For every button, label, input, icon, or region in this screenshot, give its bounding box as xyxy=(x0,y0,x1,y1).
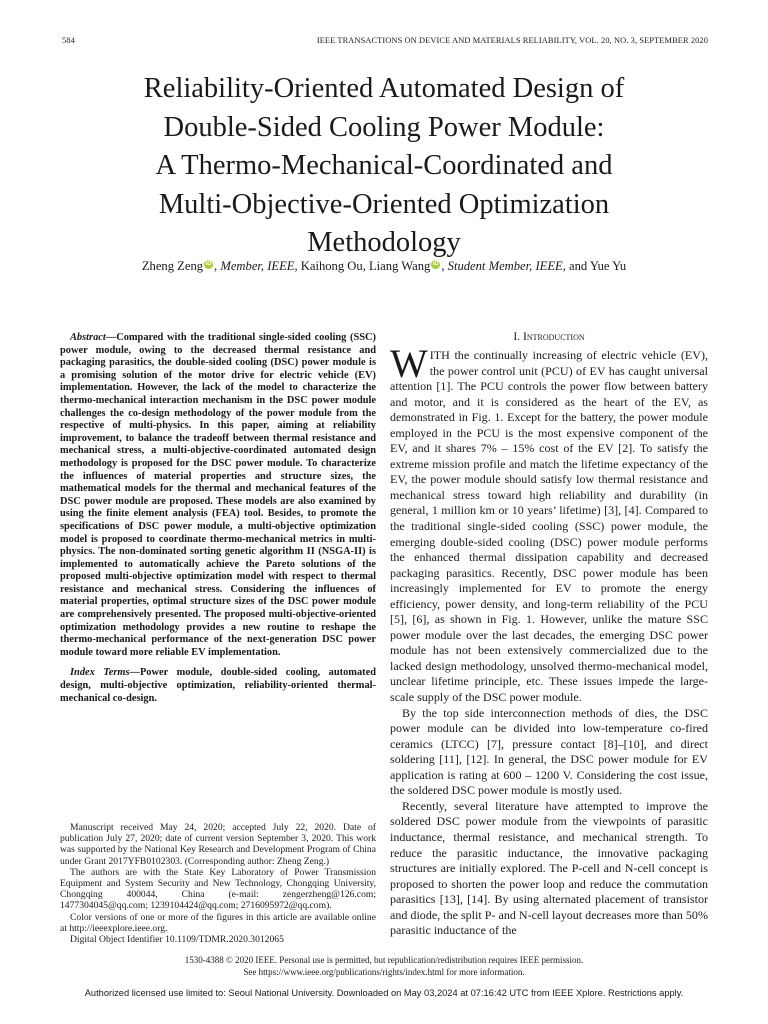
rights-line: See https://www.ieee.org/publications/rights/index.html for more information. xyxy=(243,966,525,977)
intro-paragraph-3: Recently, several literature have attempted to improve the soldered DSC power module from the viewpoints of parasitic inductance, thermal resistance, and mechanical strength. To reduce the parasitic inductance, the innovative packaging structures are initially explored. The P-cell and N-cell concept is proposed to shorten the power loop and reduce the commutation parasitics [13], [14]. By using alternated placement of transistor and diode, the split P- and N-cell layout decreases more than 50% parasitic inductance of the xyxy=(390,798,708,938)
section-heading xyxy=(390,330,708,345)
section-numeral: I. xyxy=(513,330,524,343)
index-terms-label: Index Terms— xyxy=(70,667,140,679)
author-names-tail: , and Yue Yu xyxy=(562,259,627,273)
author-role: Student Member, IEEE xyxy=(447,259,563,273)
author-role: Member, IEEE xyxy=(220,259,295,273)
right-column xyxy=(390,330,708,939)
abstract xyxy=(60,332,376,659)
left-column xyxy=(60,332,376,705)
footnote-color: Color versions of one or more of the figures in this article are available online at http://ieeexplore.ieee.org. xyxy=(60,911,376,934)
footnote-received: Manuscript received May 24, 2020; accepted July 22, 2020. Date of publication July 27, 2020; date of current version September 3, 2020. This work was supported by the National Key Research and Development Program of China under Grant 2017YFB0102303. (Corresponding author: Zheng Zeng.) xyxy=(60,822,376,867)
orcid-icon[interactable]: iD xyxy=(432,261,439,267)
footnote-doi: Digital Object Identifier 10.1109/TDMR.2020.3012065 xyxy=(70,934,284,946)
intro-paragraph-1 xyxy=(390,341,708,706)
index-terms xyxy=(60,667,376,705)
title-line: A Thermo-Mechanical-Coordinated and xyxy=(155,150,613,181)
license-notice: Authorized licensed use limited to: Seoul National University. Downloaded on May 03,2024 at 07:16:42 UTC from IEEE Xplore. Restrictions apply. xyxy=(84,988,684,998)
title-line: Methodology xyxy=(307,227,461,258)
footnotes xyxy=(60,822,376,945)
copyright-line: 1530-4388 © 2020 IEEE. Personal use is permitted, but republication/redistribution requires IEEE permission. xyxy=(184,955,584,965)
footnote-affiliation: The authors are with the State Key Laboratory of Power Transmission Equipment and System Security and New Technology, Chongqing University, Chongqing 400044, China (e-mail: zengerzheng@126.com; 1477304045@qq.com; 1239104424@qq.com; 2716095972@qq.com). xyxy=(60,866,376,912)
section-title: Introduction xyxy=(523,330,585,343)
page-number: 584 xyxy=(62,36,75,45)
author-names: , Kaihong Ou, Liang Wang xyxy=(294,259,431,273)
copyright-notice xyxy=(0,955,768,978)
title-line: Double-Sided Cooling Power Module: xyxy=(163,111,605,143)
abstract-label: Abstract— xyxy=(70,332,117,343)
intro-paragraph-2: By the top side interconnection methods of dies, the DSC power module can be divided into low-temperature co-fired ceramics (LTCC) [7], pressure contact [8]–[10], and direct soldering [11], [12]. In general, the DSC power module for EV application is rating at 600 – 1200 V. Considering the cost issue, the soldered DSC power module is mostly used. xyxy=(390,705,708,798)
drop-cap: W xyxy=(390,341,428,386)
title-line: Reliability-Oriented Automated Design of xyxy=(143,73,625,104)
title-line: Multi-Objective-Oriented Optimization xyxy=(158,188,610,220)
author-line: Zheng Zeng iD , Member, IEEE, Kaihong Ou, Liang Wang iD , Student Member, IEEE, and Yue Yu xyxy=(141,259,627,273)
author-name: Zheng Zeng xyxy=(141,259,204,273)
intro-paragraph-1-text: ITH the continually increasing of electric vehicle (EV), the power control unit (PCU) of EV has caught universal attention [1]. The PCU controls the power flow between battery and motor, and it is considered as the heart of the EV, as demonstrated in Fig. 1. Except for the battery, the power module employed in the PCU is the most expensive component of the EV, and it shares 7% – 15% cost of the EV [2]. To satisfy the extreme mission profile and match the lifetime expectancy of the EV, the power module should satisfy low thermal resistance and mechanical stress toward high reliability and durability (in general, 1 million km or 10 years’ lifetime) [3], [4]. Compared to the traditional single-sided cooling (SSC) power module, the emerging double-sided cooling (DSC) power module performs the enhanced thermal dissipation capability and decreased packaging parasitics. Recently, DSC power module has been increasingly implemented for EV to promote the energy efficiency, power density, and long-term reliability of the PCU [5], [6], as shown in Fig. 1. However, unlike the mature SSC power module over the last decades, the emerging DSC power module has not been extensively commercialized due to the lacked design methodology, unsolved thermo-mechanical model, unclear lifetime principle, etc. These issues impede the large-scale supply of the DSC power module. xyxy=(390,348,708,705)
orcid-icon[interactable]: iD xyxy=(205,261,212,267)
index-terms-text: Power module, double-sided cooling, automated design, multi-objective optimization, reliability-oriented thermal-mechanical co-design. xyxy=(60,667,376,704)
abstract-text: Compared with the traditional single-sided cooling (SSC) power module, owing to the decreased thermal resistance and packaging parasitics, the double-sided cooling (DSC) power module is a promising solution of the motor drive for electric vehicle (EV) implementation. However, the lack of the model to characterize the thermo-mechanical interaction mechanism in the DSC power module challenges the co-design methodology of the power module from the respective of multi-physics. In this paper, aiming at reliability improvement, to balance the tradeoff between thermal resistance and mechanical stress, a multi-objective-coordinated automated design methodology is proposed for the DSC power module. To characterize the influences of material properties and structure sizes, the mathematical models for the thermal and mechanical features of the DSC power module are proposed. These models are also examined by using the finite element analysis (FEA) tool. Besides, to promote the specifications of DSC power module, a multi-objective optimization model is proposed to coordinate thermo-mechanical metrics in multi-physics. The non-dominated sorting genetic algorithm II (NSGA-II) is implemented to automatically achieve the Pareto solutions of the proposed multi-objective optimization model with respect to thermal resistance and mechanical stress. Considering the influences of material properties, optimal structure sizes of the DSC power module are comprehensively presented. The proposed multi-objective-oriented optimization methodology provides a new routine to reshape the thermo-mechanical performance of the next-generation DSC power module toward more reliable EV implementation. xyxy=(60,332,376,658)
running-head: IEEE TRANSACTIONS ON DEVICE AND MATERIALS RELIABILITY, VOL. 20, NO. 3, SEPTEMBER 2020 xyxy=(316,36,708,45)
paper-title xyxy=(60,70,708,263)
